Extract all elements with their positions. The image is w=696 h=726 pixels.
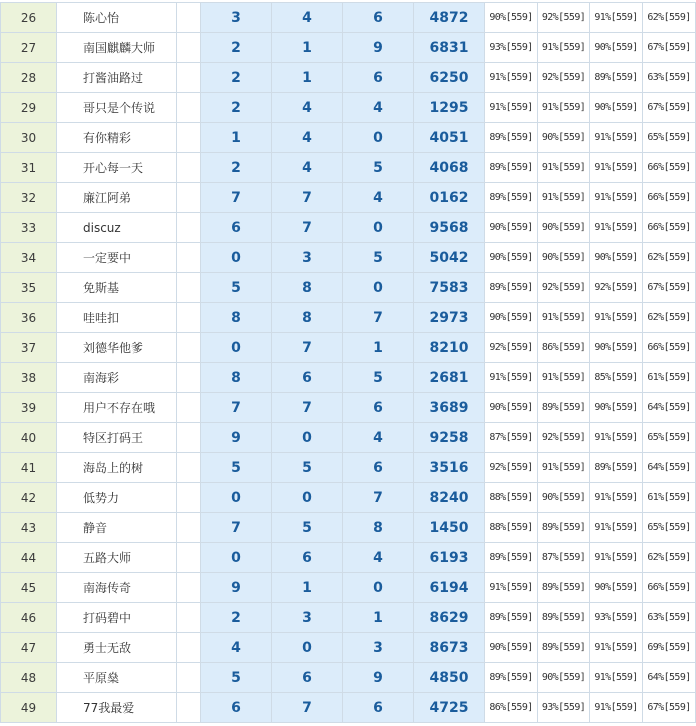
stat-3-cell: 91%[559] [590, 663, 643, 693]
digit-1-cell: 0 [201, 243, 272, 273]
stat-4-cell: 69%[559] [643, 633, 696, 663]
username-cell[interactable]: 特区打码王 [57, 423, 177, 453]
stat-2-cell: 93%[559] [538, 693, 590, 723]
digit-3-cell: 8 [343, 513, 414, 543]
stat-4-cell: 65%[559] [643, 123, 696, 153]
table-row [1, 363, 696, 393]
digit-1-cell: 5 [201, 453, 272, 483]
stat-2-cell: 89%[559] [538, 573, 590, 603]
username-cell[interactable]: 五路大师 [57, 543, 177, 573]
stat-4-cell: 61%[559] [643, 363, 696, 393]
rank-cell: 26 [1, 3, 57, 33]
code-cell: 8673 [414, 633, 485, 663]
digit-1-cell: 2 [201, 93, 272, 123]
digit-1-cell: 0 [201, 333, 272, 363]
rank-cell: 37 [1, 333, 57, 363]
stat-1-cell: 89%[559] [485, 123, 538, 153]
rank-cell: 48 [1, 663, 57, 693]
stat-2-cell: 91%[559] [538, 93, 590, 123]
stat-2-cell: 90%[559] [538, 483, 590, 513]
digit-2-cell: 1 [272, 573, 343, 603]
rank-cell: 36 [1, 303, 57, 333]
username-cell[interactable]: 开心每一天 [57, 153, 177, 183]
digit-2-cell: 3 [272, 603, 343, 633]
digit-2-cell: 1 [272, 33, 343, 63]
digit-1-cell: 6 [201, 693, 272, 723]
digit-3-cell: 7 [343, 483, 414, 513]
table-row [1, 423, 696, 453]
username-cell[interactable]: 低势力 [57, 483, 177, 513]
stat-1-cell: 91%[559] [485, 63, 538, 93]
stat-2-cell: 89%[559] [538, 603, 590, 633]
table-row [1, 483, 696, 513]
digit-3-cell: 5 [343, 153, 414, 183]
stat-4-cell: 64%[559] [643, 453, 696, 483]
code-cell: 6193 [414, 543, 485, 573]
code-cell: 4872 [414, 3, 485, 33]
spacer-cell [177, 333, 201, 363]
stat-3-cell: 90%[559] [590, 93, 643, 123]
username-cell[interactable]: 廉江阿弟 [57, 183, 177, 213]
spacer-cell [177, 153, 201, 183]
code-cell: 6194 [414, 573, 485, 603]
rank-cell: 28 [1, 63, 57, 93]
stat-1-cell: 88%[559] [485, 513, 538, 543]
digit-3-cell: 6 [343, 393, 414, 423]
username-cell[interactable]: 勇士无敌 [57, 633, 177, 663]
digit-2-cell: 4 [272, 153, 343, 183]
digit-2-cell: 0 [272, 423, 343, 453]
stat-4-cell: 61%[559] [643, 483, 696, 513]
stat-2-cell: 91%[559] [538, 33, 590, 63]
stat-1-cell: 90%[559] [485, 633, 538, 663]
stat-3-cell: 91%[559] [590, 303, 643, 333]
stat-4-cell: 64%[559] [643, 393, 696, 423]
username-cell[interactable]: discuz [57, 213, 177, 243]
table-row [1, 243, 696, 273]
digit-1-cell: 9 [201, 573, 272, 603]
stat-3-cell: 89%[559] [590, 63, 643, 93]
code-cell: 8629 [414, 603, 485, 633]
digit-2-cell: 7 [272, 333, 343, 363]
table-row [1, 453, 696, 483]
code-cell: 3689 [414, 393, 485, 423]
stat-3-cell: 91%[559] [590, 633, 643, 663]
code-cell: 4725 [414, 693, 485, 723]
digit-1-cell: 2 [201, 603, 272, 633]
username-cell[interactable]: 静音 [57, 513, 177, 543]
stat-3-cell: 91%[559] [590, 153, 643, 183]
rank-cell: 38 [1, 363, 57, 393]
code-cell: 4068 [414, 153, 485, 183]
spacer-cell [177, 303, 201, 333]
digit-2-cell: 7 [272, 183, 343, 213]
table-row [1, 693, 696, 723]
digit-2-cell: 4 [272, 3, 343, 33]
spacer-cell [177, 483, 201, 513]
spacer-cell [177, 3, 201, 33]
stat-4-cell: 67%[559] [643, 693, 696, 723]
digit-2-cell: 0 [272, 483, 343, 513]
rank-cell: 34 [1, 243, 57, 273]
digit-2-cell: 6 [272, 363, 343, 393]
table-row [1, 183, 696, 213]
rank-cell: 40 [1, 423, 57, 453]
stat-2-cell: 92%[559] [538, 423, 590, 453]
stat-1-cell: 88%[559] [485, 483, 538, 513]
digit-2-cell: 3 [272, 243, 343, 273]
table-row [1, 33, 696, 63]
table-row [1, 3, 696, 33]
digit-3-cell: 6 [343, 3, 414, 33]
digit-1-cell: 4 [201, 633, 272, 663]
digit-2-cell: 0 [272, 633, 343, 663]
digit-2-cell: 5 [272, 453, 343, 483]
stat-1-cell: 90%[559] [485, 3, 538, 33]
digit-3-cell: 0 [343, 273, 414, 303]
stat-2-cell: 91%[559] [538, 363, 590, 393]
table-row [1, 513, 696, 543]
stat-4-cell: 62%[559] [643, 543, 696, 573]
digit-1-cell: 7 [201, 513, 272, 543]
rank-cell: 47 [1, 633, 57, 663]
stat-1-cell: 91%[559] [485, 573, 538, 603]
stat-2-cell: 86%[559] [538, 333, 590, 363]
spacer-cell [177, 453, 201, 483]
stat-3-cell: 90%[559] [590, 33, 643, 63]
stat-3-cell: 91%[559] [590, 483, 643, 513]
code-cell: 0162 [414, 183, 485, 213]
stat-1-cell: 91%[559] [485, 93, 538, 123]
stat-1-cell: 89%[559] [485, 663, 538, 693]
digit-1-cell: 1 [201, 123, 272, 153]
digit-1-cell: 8 [201, 303, 272, 333]
code-cell: 6250 [414, 63, 485, 93]
stat-3-cell: 90%[559] [590, 573, 643, 603]
spacer-cell [177, 663, 201, 693]
rank-cell: 45 [1, 573, 57, 603]
digit-1-cell: 0 [201, 483, 272, 513]
username-cell[interactable]: 77我最爱 [57, 693, 177, 723]
stat-4-cell: 62%[559] [643, 303, 696, 333]
stat-2-cell: 92%[559] [538, 63, 590, 93]
stat-2-cell: 89%[559] [538, 393, 590, 423]
stat-4-cell: 63%[559] [643, 603, 696, 633]
digit-2-cell: 7 [272, 213, 343, 243]
stat-2-cell: 90%[559] [538, 663, 590, 693]
stat-2-cell: 92%[559] [538, 273, 590, 303]
stat-3-cell: 93%[559] [590, 603, 643, 633]
stat-4-cell: 65%[559] [643, 513, 696, 543]
stat-3-cell: 90%[559] [590, 393, 643, 423]
code-cell: 2681 [414, 363, 485, 393]
code-cell: 3516 [414, 453, 485, 483]
code-cell: 8210 [414, 333, 485, 363]
spacer-cell [177, 93, 201, 123]
digit-3-cell: 5 [343, 243, 414, 273]
rank-cell: 46 [1, 603, 57, 633]
digit-1-cell: 5 [201, 273, 272, 303]
ranking-table [0, 2, 696, 723]
spacer-cell [177, 603, 201, 633]
digit-1-cell: 7 [201, 183, 272, 213]
stat-1-cell: 90%[559] [485, 213, 538, 243]
rank-cell: 41 [1, 453, 57, 483]
stat-2-cell: 89%[559] [538, 513, 590, 543]
stat-4-cell: 67%[559] [643, 33, 696, 63]
stat-3-cell: 91%[559] [590, 3, 643, 33]
rank-cell: 35 [1, 273, 57, 303]
stat-4-cell: 66%[559] [643, 573, 696, 603]
stat-3-cell: 91%[559] [590, 423, 643, 453]
stat-1-cell: 89%[559] [485, 543, 538, 573]
digit-1-cell: 8 [201, 363, 272, 393]
stat-4-cell: 67%[559] [643, 273, 696, 303]
digit-1-cell: 0 [201, 543, 272, 573]
username-cell[interactable]: 用户不存在哦 [57, 393, 177, 423]
table-row [1, 603, 696, 633]
stat-4-cell: 66%[559] [643, 333, 696, 363]
code-cell: 8240 [414, 483, 485, 513]
code-cell: 9258 [414, 423, 485, 453]
code-cell: 4051 [414, 123, 485, 153]
stat-4-cell: 63%[559] [643, 63, 696, 93]
spacer-cell [177, 693, 201, 723]
stat-2-cell: 87%[559] [538, 543, 590, 573]
username-cell[interactable]: 打码碧中 [57, 603, 177, 633]
stat-1-cell: 92%[559] [485, 333, 538, 363]
stat-3-cell: 91%[559] [590, 123, 643, 153]
digit-3-cell: 5 [343, 363, 414, 393]
stat-1-cell: 90%[559] [485, 303, 538, 333]
username-cell[interactable]: 南海传奇 [57, 573, 177, 603]
username-cell[interactable]: 有你精彩 [57, 123, 177, 153]
username-cell[interactable]: 一定要中 [57, 243, 177, 273]
table-row [1, 573, 696, 603]
rank-cell: 49 [1, 693, 57, 723]
rank-cell: 42 [1, 483, 57, 513]
stat-2-cell: 89%[559] [538, 633, 590, 663]
digit-3-cell: 6 [343, 693, 414, 723]
digit-3-cell: 4 [343, 543, 414, 573]
username-cell[interactable]: 哥只是个传说 [57, 93, 177, 123]
digit-3-cell: 9 [343, 663, 414, 693]
digit-1-cell: 2 [201, 63, 272, 93]
spacer-cell [177, 513, 201, 543]
stat-2-cell: 90%[559] [538, 213, 590, 243]
digit-3-cell: 4 [343, 423, 414, 453]
rank-cell: 39 [1, 393, 57, 423]
spacer-cell [177, 183, 201, 213]
stat-4-cell: 62%[559] [643, 243, 696, 273]
digit-3-cell: 1 [343, 333, 414, 363]
stat-3-cell: 85%[559] [590, 363, 643, 393]
stat-3-cell: 92%[559] [590, 273, 643, 303]
username-cell[interactable]: 刘德华他爹 [57, 333, 177, 363]
stat-4-cell: 66%[559] [643, 213, 696, 243]
username-cell[interactable]: 打酱油路过 [57, 63, 177, 93]
spacer-cell [177, 33, 201, 63]
digit-3-cell: 1 [343, 603, 414, 633]
digit-2-cell: 7 [272, 393, 343, 423]
rank-cell: 32 [1, 183, 57, 213]
spacer-cell [177, 543, 201, 573]
digit-1-cell: 3 [201, 3, 272, 33]
table-row [1, 303, 696, 333]
stat-2-cell: 91%[559] [538, 453, 590, 483]
rank-cell: 29 [1, 93, 57, 123]
table-row [1, 543, 696, 573]
stat-2-cell: 91%[559] [538, 153, 590, 183]
spacer-cell [177, 573, 201, 603]
rank-cell: 30 [1, 123, 57, 153]
digit-3-cell: 4 [343, 93, 414, 123]
stat-2-cell: 91%[559] [538, 303, 590, 333]
digit-3-cell: 0 [343, 213, 414, 243]
rank-cell: 31 [1, 153, 57, 183]
username-cell[interactable]: 南海彩 [57, 363, 177, 393]
digit-1-cell: 9 [201, 423, 272, 453]
stat-1-cell: 87%[559] [485, 423, 538, 453]
spacer-cell [177, 63, 201, 93]
digit-3-cell: 7 [343, 303, 414, 333]
spacer-cell [177, 123, 201, 153]
code-cell: 1450 [414, 513, 485, 543]
stat-4-cell: 65%[559] [643, 423, 696, 453]
table-row [1, 333, 696, 363]
username-cell[interactable]: 陈心怡 [57, 3, 177, 33]
stat-1-cell: 93%[559] [485, 33, 538, 63]
username-cell[interactable]: 南国麒麟大师 [57, 33, 177, 63]
username-cell[interactable]: 哇哇扣 [57, 303, 177, 333]
table-row [1, 393, 696, 423]
stat-1-cell: 86%[559] [485, 693, 538, 723]
table-row [1, 663, 696, 693]
stat-2-cell: 90%[559] [538, 243, 590, 273]
digit-1-cell: 6 [201, 213, 272, 243]
digit-2-cell: 6 [272, 663, 343, 693]
stat-4-cell: 66%[559] [643, 183, 696, 213]
stat-4-cell: 62%[559] [643, 3, 696, 33]
table-row [1, 273, 696, 303]
digit-2-cell: 4 [272, 93, 343, 123]
rank-cell: 27 [1, 33, 57, 63]
table-row [1, 633, 696, 663]
stat-1-cell: 92%[559] [485, 453, 538, 483]
stat-1-cell: 89%[559] [485, 153, 538, 183]
table-row [1, 123, 696, 153]
username-cell[interactable]: 平原燊 [57, 663, 177, 693]
digit-2-cell: 7 [272, 693, 343, 723]
stat-3-cell: 91%[559] [590, 513, 643, 543]
spacer-cell [177, 363, 201, 393]
stat-1-cell: 89%[559] [485, 603, 538, 633]
stat-3-cell: 90%[559] [590, 333, 643, 363]
rank-cell: 44 [1, 543, 57, 573]
digit-2-cell: 5 [272, 513, 343, 543]
code-cell: 1295 [414, 93, 485, 123]
table-row [1, 93, 696, 123]
spacer-cell [177, 273, 201, 303]
spacer-cell [177, 243, 201, 273]
code-cell: 4850 [414, 663, 485, 693]
stat-1-cell: 89%[559] [485, 183, 538, 213]
stat-2-cell: 91%[559] [538, 183, 590, 213]
rank-cell: 43 [1, 513, 57, 543]
digit-2-cell: 8 [272, 303, 343, 333]
stat-4-cell: 64%[559] [643, 663, 696, 693]
table-row [1, 213, 696, 243]
digit-2-cell: 4 [272, 123, 343, 153]
table-row [1, 153, 696, 183]
code-cell: 6831 [414, 33, 485, 63]
stat-3-cell: 91%[559] [590, 543, 643, 573]
digit-1-cell: 2 [201, 153, 272, 183]
stat-3-cell: 89%[559] [590, 453, 643, 483]
spacer-cell [177, 393, 201, 423]
code-cell: 2973 [414, 303, 485, 333]
stat-1-cell: 90%[559] [485, 243, 538, 273]
digit-2-cell: 8 [272, 273, 343, 303]
digit-2-cell: 1 [272, 63, 343, 93]
rank-cell: 33 [1, 213, 57, 243]
code-cell: 7583 [414, 273, 485, 303]
stat-1-cell: 91%[559] [485, 363, 538, 393]
spacer-cell [177, 633, 201, 663]
digit-3-cell: 6 [343, 63, 414, 93]
stat-1-cell: 89%[559] [485, 273, 538, 303]
code-cell: 9568 [414, 213, 485, 243]
code-cell: 5042 [414, 243, 485, 273]
digit-2-cell: 6 [272, 543, 343, 573]
digit-1-cell: 5 [201, 663, 272, 693]
digit-1-cell: 7 [201, 393, 272, 423]
spacer-cell [177, 423, 201, 453]
stat-1-cell: 90%[559] [485, 393, 538, 423]
digit-3-cell: 9 [343, 33, 414, 63]
digit-3-cell: 3 [343, 633, 414, 663]
username-cell[interactable]: 免斯基 [57, 273, 177, 303]
digit-1-cell: 2 [201, 33, 272, 63]
stat-2-cell: 90%[559] [538, 123, 590, 153]
stat-2-cell: 92%[559] [538, 3, 590, 33]
stat-3-cell: 91%[559] [590, 693, 643, 723]
stat-3-cell: 91%[559] [590, 183, 643, 213]
digit-3-cell: 4 [343, 183, 414, 213]
stat-4-cell: 67%[559] [643, 93, 696, 123]
stat-3-cell: 90%[559] [590, 243, 643, 273]
digit-3-cell: 0 [343, 573, 414, 603]
spacer-cell [177, 213, 201, 243]
username-cell[interactable]: 海岛上的树 [57, 453, 177, 483]
table-row [1, 63, 696, 93]
stat-3-cell: 91%[559] [590, 213, 643, 243]
digit-3-cell: 6 [343, 453, 414, 483]
stat-4-cell: 66%[559] [643, 153, 696, 183]
digit-3-cell: 0 [343, 123, 414, 153]
